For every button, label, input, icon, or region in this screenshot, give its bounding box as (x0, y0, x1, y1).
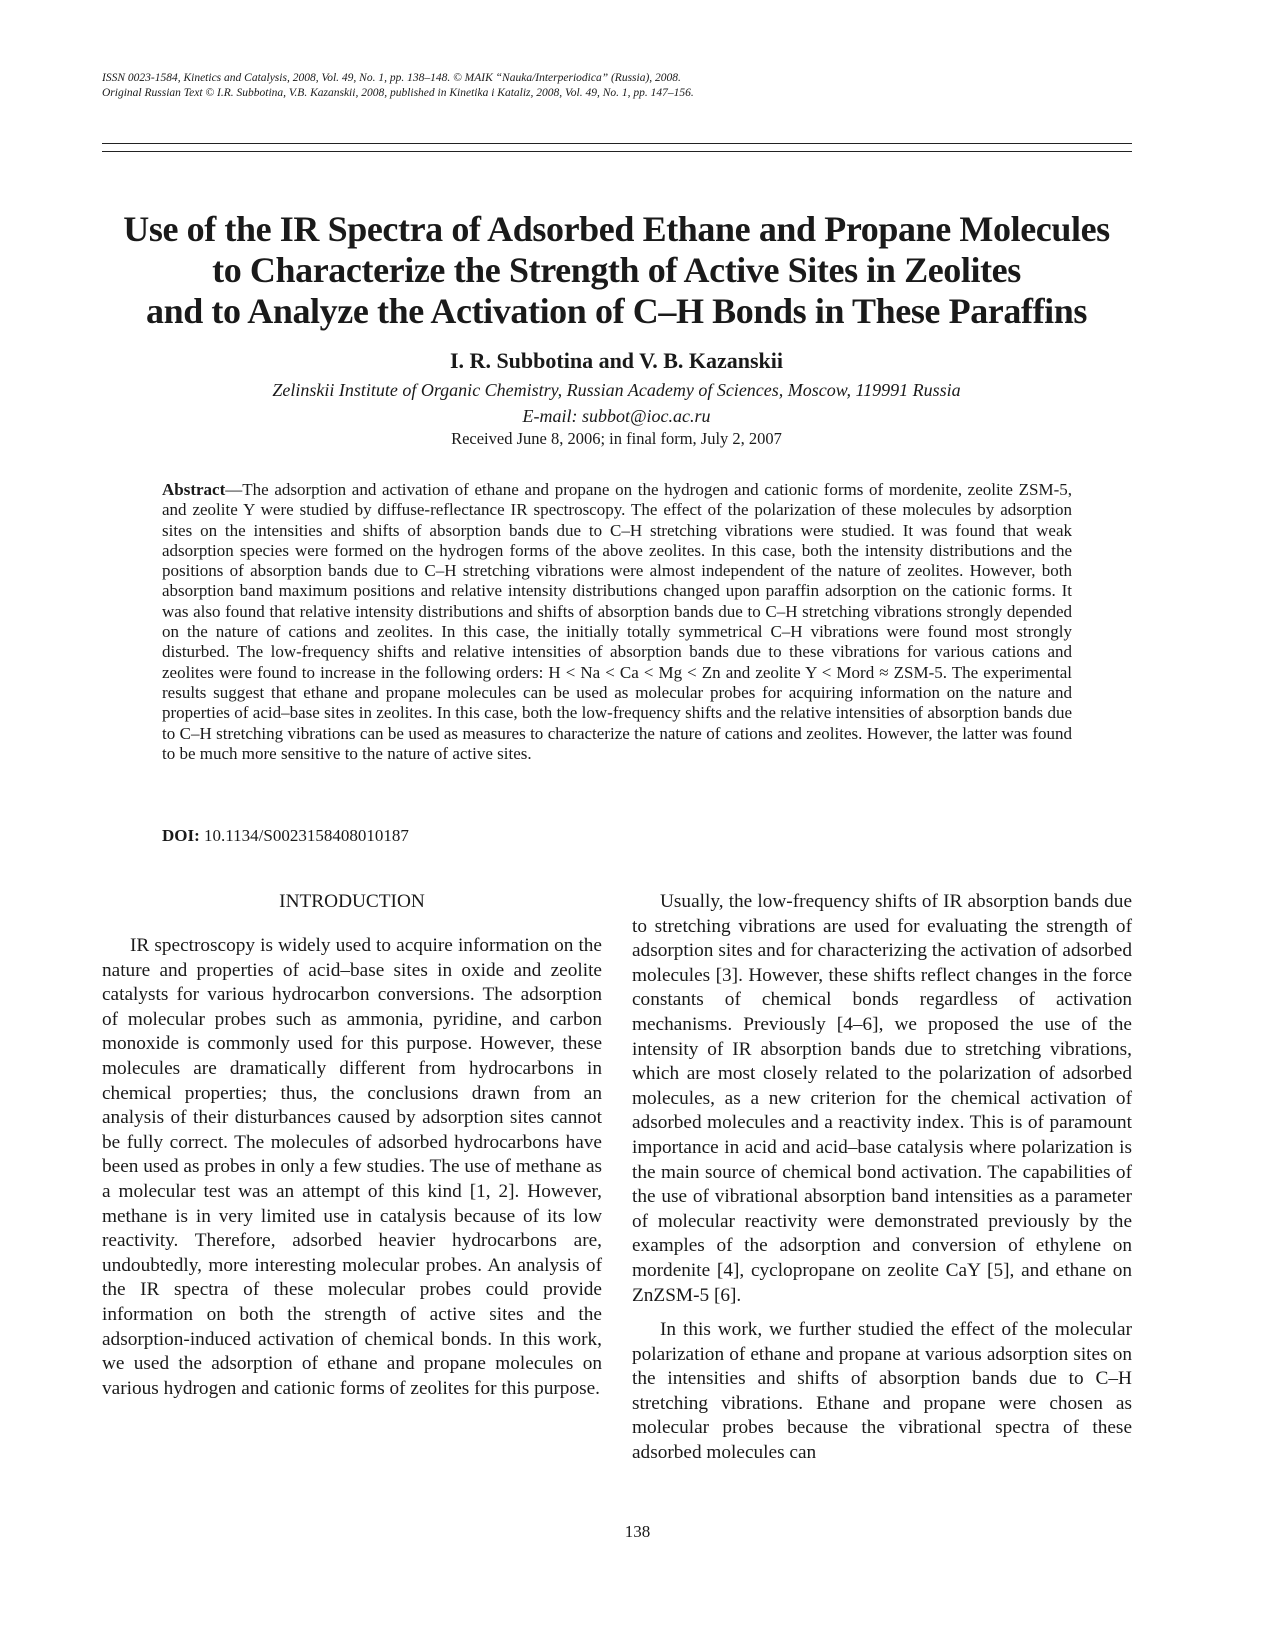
title-line-2: to Characterize the Strength of Active Sites in Zeolites (212, 250, 1021, 290)
doi-value: 10.1134/S0023158408010187 (199, 826, 409, 845)
section-heading-introduction: INTRODUCTION (279, 891, 425, 912)
header-rule-bottom (102, 151, 1132, 152)
article-title (80, 209, 1153, 332)
intro-paragraph-1: IR spectroscopy is widely used to acquire information on the nature and properties of acid–base sites in oxide and zeolite catalysts for various hydrocarbon conversions. The adsorption of molecular probes such as ammonia, pyridine, and carbon monoxide is commonly used for this purpose. However, these molecules are dramatically different from hydrocarbons in chemical properties; thus, the conclusions drawn from an analysis of their disturbances caused by adsorption sites cannot be fully correct. The molecules of adsorbed hydrocarbons have been used as probes in only a few studies. The use of methane as a molecular test was an attempt of this kind [1, 2]. However, methane is in very limited use in catalysis because of its low reactivity. Therefore, adsorbed heavier hydrocarbons are, undoubtedly, more interesting molecular probes. An analysis of the IR spectra of these molecular probes could provide information on both the strength of active sites and the adsorption-induced activation of chemical bonds. In this work, we used the adsorption of ethane and propane molecules on various hydrogen and cationic forms of zeolites for this purpose. (102, 935, 602, 1399)
journal-header-line-2: Original Russian Text © I.R. Subbotina, V.B. Kazanskii, 2008, published in Kinetika i Kataliz, 2008, Vol. 49, No. 1, pp. 147–156. (102, 87, 694, 99)
journal-header (102, 71, 1102, 101)
title-line-1: Use of the IR Spectra of Adsorbed Ethane and Propane Molecules (123, 209, 1110, 249)
abstract (162, 480, 1072, 764)
page-number: 138 (624, 1522, 651, 1541)
title-line-3: and to Analyze the Activation of C–H Bonds in These Paraffins (145, 291, 1087, 331)
affiliation: Zelinskii Institute of Organic Chemistry, Russian Academy of Sciences, Moscow, 119991 Russia (272, 380, 961, 400)
doi-label: DOI: (162, 826, 200, 845)
journal-header-line-1: ISSN 0023-1584, Kinetics and Catalysis, 2008, Vol. 49, No. 1, pp. 138–148. © MAIK “Nauka/Interperiodica” (Russia), 2008. (102, 72, 681, 84)
right-column (632, 890, 1132, 1466)
header-rule-top (102, 143, 1132, 144)
email: E-mail: subbot@ioc.ac.ru (522, 406, 711, 426)
received-date: Received June 8, 2006; in final form, July 2, 2007 (451, 429, 782, 448)
right-paragraph-1: Usually, the low-frequency shifts of IR absorption bands due to stretching vibrations are used for evaluating the strength of adsorption sites and for characterizing the activation of adsorbed molecules [3]. However, these shifts reflect changes in the force constants of chemical bonds regardless of activation mechanisms. Previously [4–6], we proposed the use of the intensity of IR absorption bands due to stretching vibrations, which are most closely related to the polarization of adsorbed molecules, as a new criterion for the chemical activation of adsorbed molecules and a reactivity index. This is of paramount importance in acid and acid–base catalysis where polarization is the main source of chemical bond activation. The capabilities of the use of vibrational absorption band intensities as a parameter of molecular reactivity were demonstrated previously by the examples of the adsorption and conversion of ethylene on mordenite [4], cyclopropane on zeolite CaY [5], and ethane on ZnZSM-5 [6]. (632, 891, 1132, 1306)
right-paragraph-2: In this work, we further studied the effect of the molecular polarization of ethane and propane at various adsorption sites on the intensities and shifts of absorption bands due to C–H stretching vibrations. Ethane and propane were chosen as molecular probes because the vibrational spectra of these adsorbed molecules can (632, 1319, 1132, 1464)
abstract-label: Abstract (162, 480, 226, 499)
authors: I. R. Subbotina and V. B. Kazanskii (450, 348, 783, 373)
left-column (102, 890, 602, 1401)
abstract-text: —The adsorption and activation of ethane and propane on the hydrogen and cationic forms of mordenite, zeolite ZSM-5, and zeolite Y were studied by diffuse-reflectance IR spectroscopy. The effect of the polarization of these molecules by adsorption sites on the intensities and shifts of absorption bands due to C–H stretching vibrations were studied. It was found that weak adsorption species were formed on the hydrogen forms of the above zeolites. In this case, both the intensity distributions and the positions of absorption bands due to C–H stretching vibrations were almost independent of the nature of zeolites. However, both absorption band maximum positions and relative intensity distributions changed upon paraffin adsorption on the cationic forms. It was also found that relative intensity distributions and shifts of absorption bands due to C–H stretching vibrations strongly depended on the nature of cations and zeolites. In this case, the initially totally symmetrical C–H vibrations were found most strongly disturbed. The low-frequency shifts and relative intensities of absorption bands due to these vibrations for various cations and zeolites were found to increase in the following orders: H < Na < Ca < Mg < Zn and zeolite Y < Mord ≈ ZSM-5. The experimental results suggest that ethane and propane molecules can be used as molecular probes for acquiring information on the nature and properties of acid–base sites in zeolites. In this case, both the low-frequency shifts and the relative intensities of absorption bands due to C–H stretching vibrations can be used as measures to characterize the nature of cations and zeolites. However, the latter was found to be much more sensitive to the nature of active sites. (162, 480, 1072, 763)
doi (162, 825, 409, 847)
